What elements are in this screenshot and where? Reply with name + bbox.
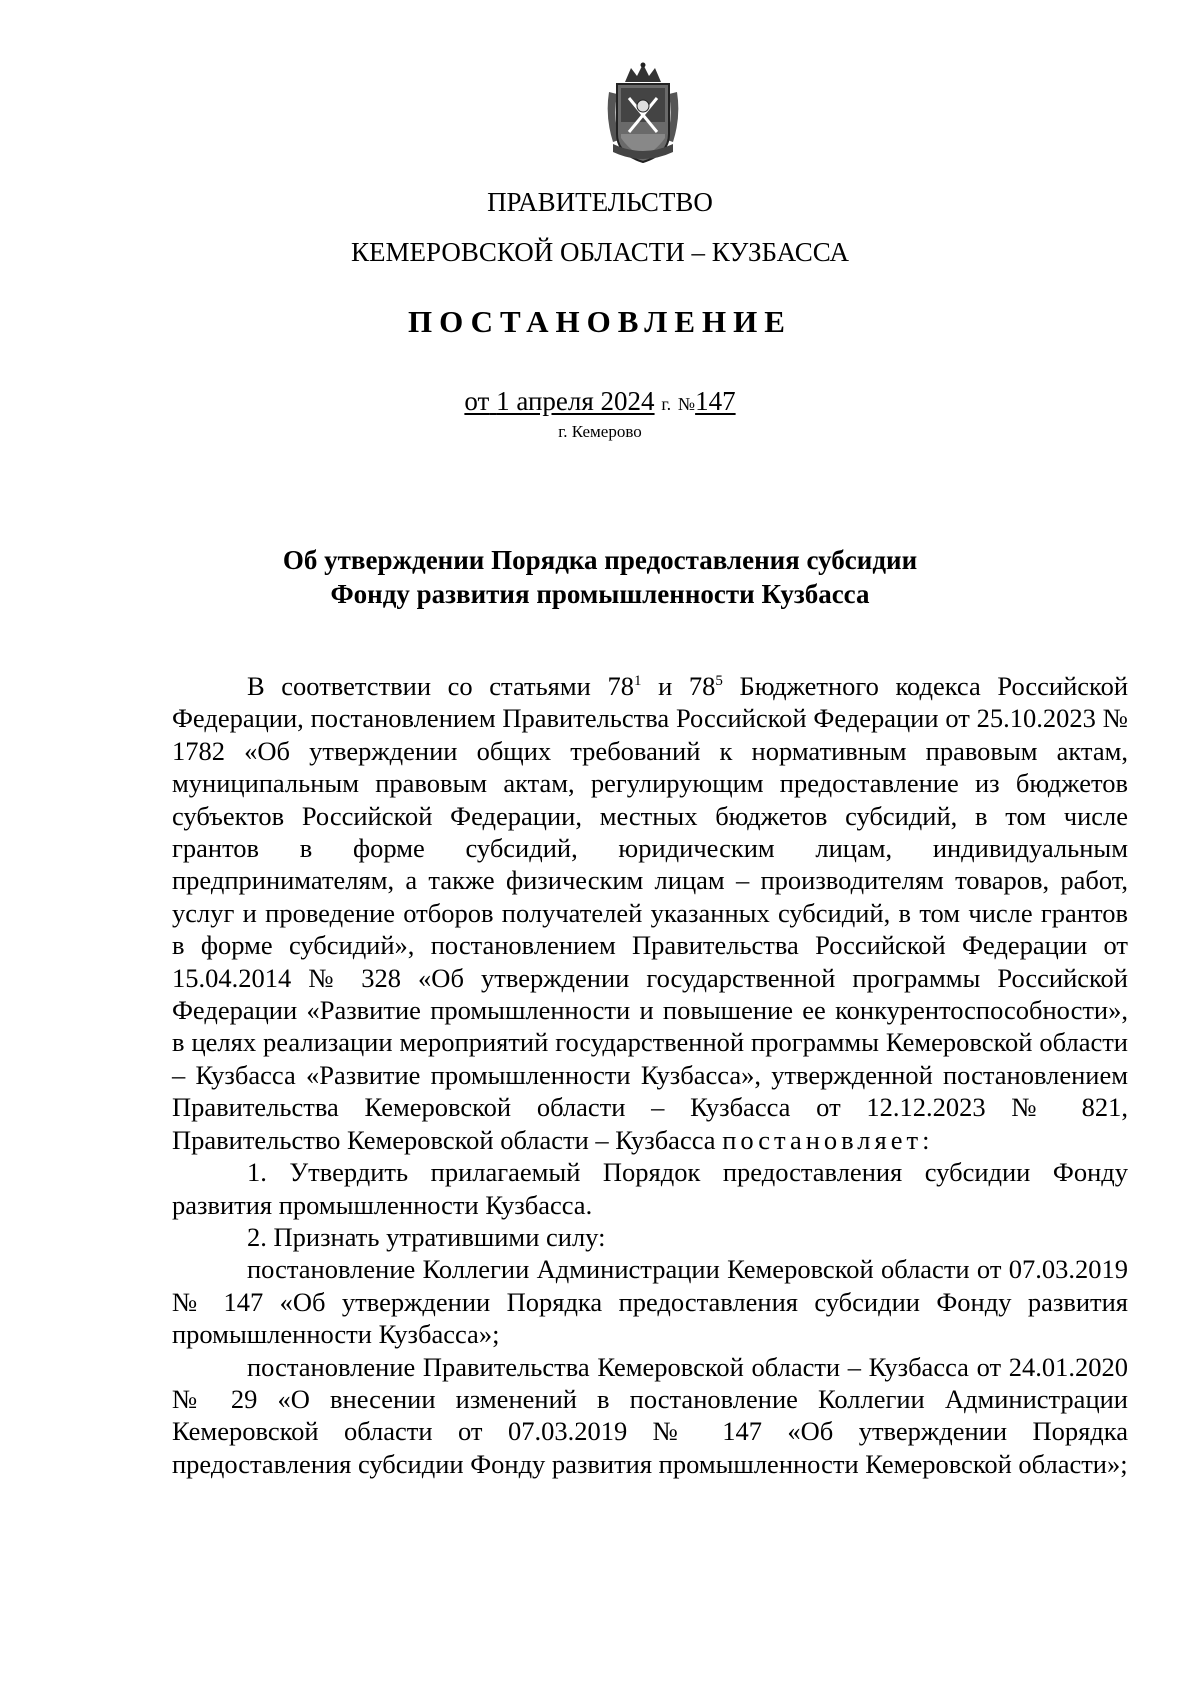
- organization-name: ПРАВИТЕЛЬСТВО: [487, 187, 713, 217]
- document-title: [0, 543, 1200, 611]
- number-sign: №: [677, 394, 696, 414]
- document-date-line: [0, 385, 1200, 420]
- paragraph-item-1: 1. Утвердить прилагаемый Порядок предоставления субсидии Фонду развития промышленности Кузбасса.: [172, 1157, 1128, 1220]
- document-city: г. Кемерово: [558, 422, 642, 441]
- resolves-word: постановляет: [722, 1124, 923, 1155]
- document-date: 1 апреля 2024: [496, 386, 655, 416]
- paragraph-repealed-1: постановление Коллегии Администрации Кемеровской области от 07.03.2019 № 147 «Об утверждении Порядка предоставления субсидии Фонду развития промышленности Кузбасса»;: [172, 1254, 1128, 1350]
- title-line-2: Фонду развития промышленности Кузбасса: [330, 579, 870, 609]
- coat-of-arms-icon: [603, 62, 683, 166]
- paragraph-preamble: В соответствии со статьями $78^1$ и $78^5$ Бюджетного кодекса Российской Федерации, постановлением Правительства Российской Федерации от 25.10.2023 № 1782 «Об утверждении общих требований к нормативным правовым актам, муниципальным правовым актам, регулирующим предоставление из бюджетов субъектов Российской Федерации, местных бюджетов субсидий, в том числе грантов в форме субсидий, юридическим лицам, индивидуальным предпринимателям, а также физическим лицам – производителям товаров, работ, услуг и проведение отборов получателей указанных субсидий, в том числе грантов в форме субсидий», постановлением Правительства Российской Федерации от 15.04.2014 № 328 «Об утверждении государственной программы Российской Федерации «Развитие промышленности и повышение ее конкурентоспособности», в целях реализации мероприятий государственной программы Кемеровской области – Кузбасса «Развитие промышленности Кузбасса», утвержденной постановлением Правительства Кемеровской области – Кузбасса от 12.12.2023 № 821, Правительство Кемеровской области – Кузбасса постановляет:: [172, 671, 1128, 1155]
- date-prefix: от: [464, 386, 490, 416]
- paragraph-repealed-2: постановление Правительства Кемеровской области – Кузбасса от 24.01.2020 № 29 «О внесении изменений в постановление Коллегии Администрации Кемеровской области от 07.03.2019 № 147 «Об утверждении Порядка предоставления субсидии Фонду развития промышленности Кемеровской области»;: [172, 1351, 1128, 1479]
- organization-region: КЕМЕРОВСКОЙ ОБЛАСТИ – КУЗБАССА: [351, 237, 849, 267]
- document-number: 147: [695, 386, 736, 416]
- document-body: [172, 670, 1128, 1480]
- paragraph-item-2: 2. Признать утратившими силу:: [247, 1221, 606, 1252]
- document-type: ПОСТАНОВЛЕНИЕ: [408, 304, 792, 339]
- year-suffix: г.: [661, 394, 672, 414]
- title-line-1: Об утверждении Порядка предоставления субсидии: [282, 545, 918, 575]
